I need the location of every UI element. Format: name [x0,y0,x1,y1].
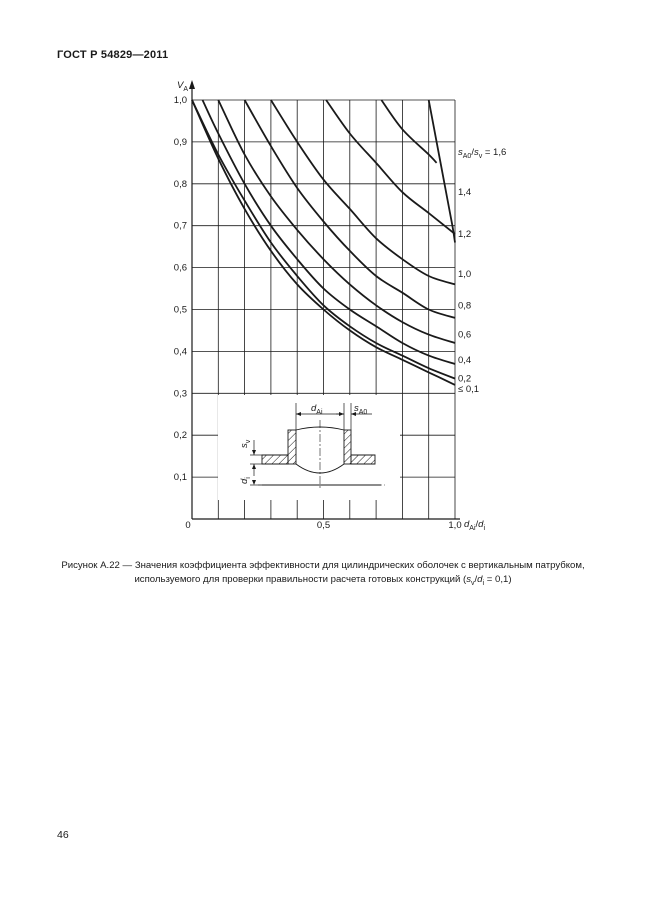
series-label: 0,8 [458,300,472,312]
nozzle-inset-diagram [218,395,400,500]
y-tick-label: 0,2 [173,430,187,442]
series-label: 0,4 [458,354,472,366]
y-tick-label: 0,9 [173,136,187,148]
series-label: ≤ 0,1 [458,384,480,396]
series-curve-2 [203,100,456,364]
inset-label-sa0: $s_{A0}$ [354,403,368,416]
x-tick-label: 1,0 [448,520,462,531]
series-curve-5 [271,100,455,284]
y-axis-label: $V_A$ [177,80,189,93]
figure-caption: Рисунок А.22 — Значения коэффициента эффективности для цилиндрических оболочек с вертикальным патрубком, используемого для проверки правильности расчета готовых конструкций $(s_v/d_i = 0,1)$ [61,560,585,587]
y-tick-label: 0,8 [173,178,187,190]
x-axis-label: $d_{Ai}/d_i$ [464,519,486,532]
y-axis-arrow [189,80,195,89]
inset-label-sv: $s_v$ [239,439,252,448]
series-label: 1,4 [458,187,472,199]
inset-label-di: $d_i$ [239,477,252,484]
shell-wall-right [351,455,375,464]
page-number: 46 [57,829,69,841]
series-label: 1,0 [458,268,472,280]
shell-wall-left [262,455,288,464]
nozzle-wall-right [344,430,351,464]
y-tick-label: 0,3 [173,388,187,400]
y-tick-label: 0,5 [173,304,187,316]
series-label: 0,6 [458,329,472,341]
series-label: 0,2 [458,373,472,385]
x-tick-label: 0 [185,520,191,531]
series-label: 1,2 [458,229,472,241]
series-curve-8 [429,100,455,243]
y-tick-label: 1,0 [173,95,187,106]
y-tick-label: 0,4 [173,346,187,358]
x-tick-label: 0,5 [316,520,331,531]
series-curve-6 [326,100,455,234]
inset-label-dai: $d_{Ai}$ [311,403,323,416]
document-header: ГОСТ Р 54829—2011 [57,49,169,61]
series-labels [458,187,479,395]
y-tick-label: 0,1 [173,472,187,484]
y-tick-label: 0,6 [173,262,187,274]
series-curve-3 [218,100,455,343]
nozzle-wall-left [288,430,296,464]
series-label-1-6: $s_{A0}/s_v = 1,6$ [458,147,507,160]
y-tick-label: 0,7 [173,220,187,232]
